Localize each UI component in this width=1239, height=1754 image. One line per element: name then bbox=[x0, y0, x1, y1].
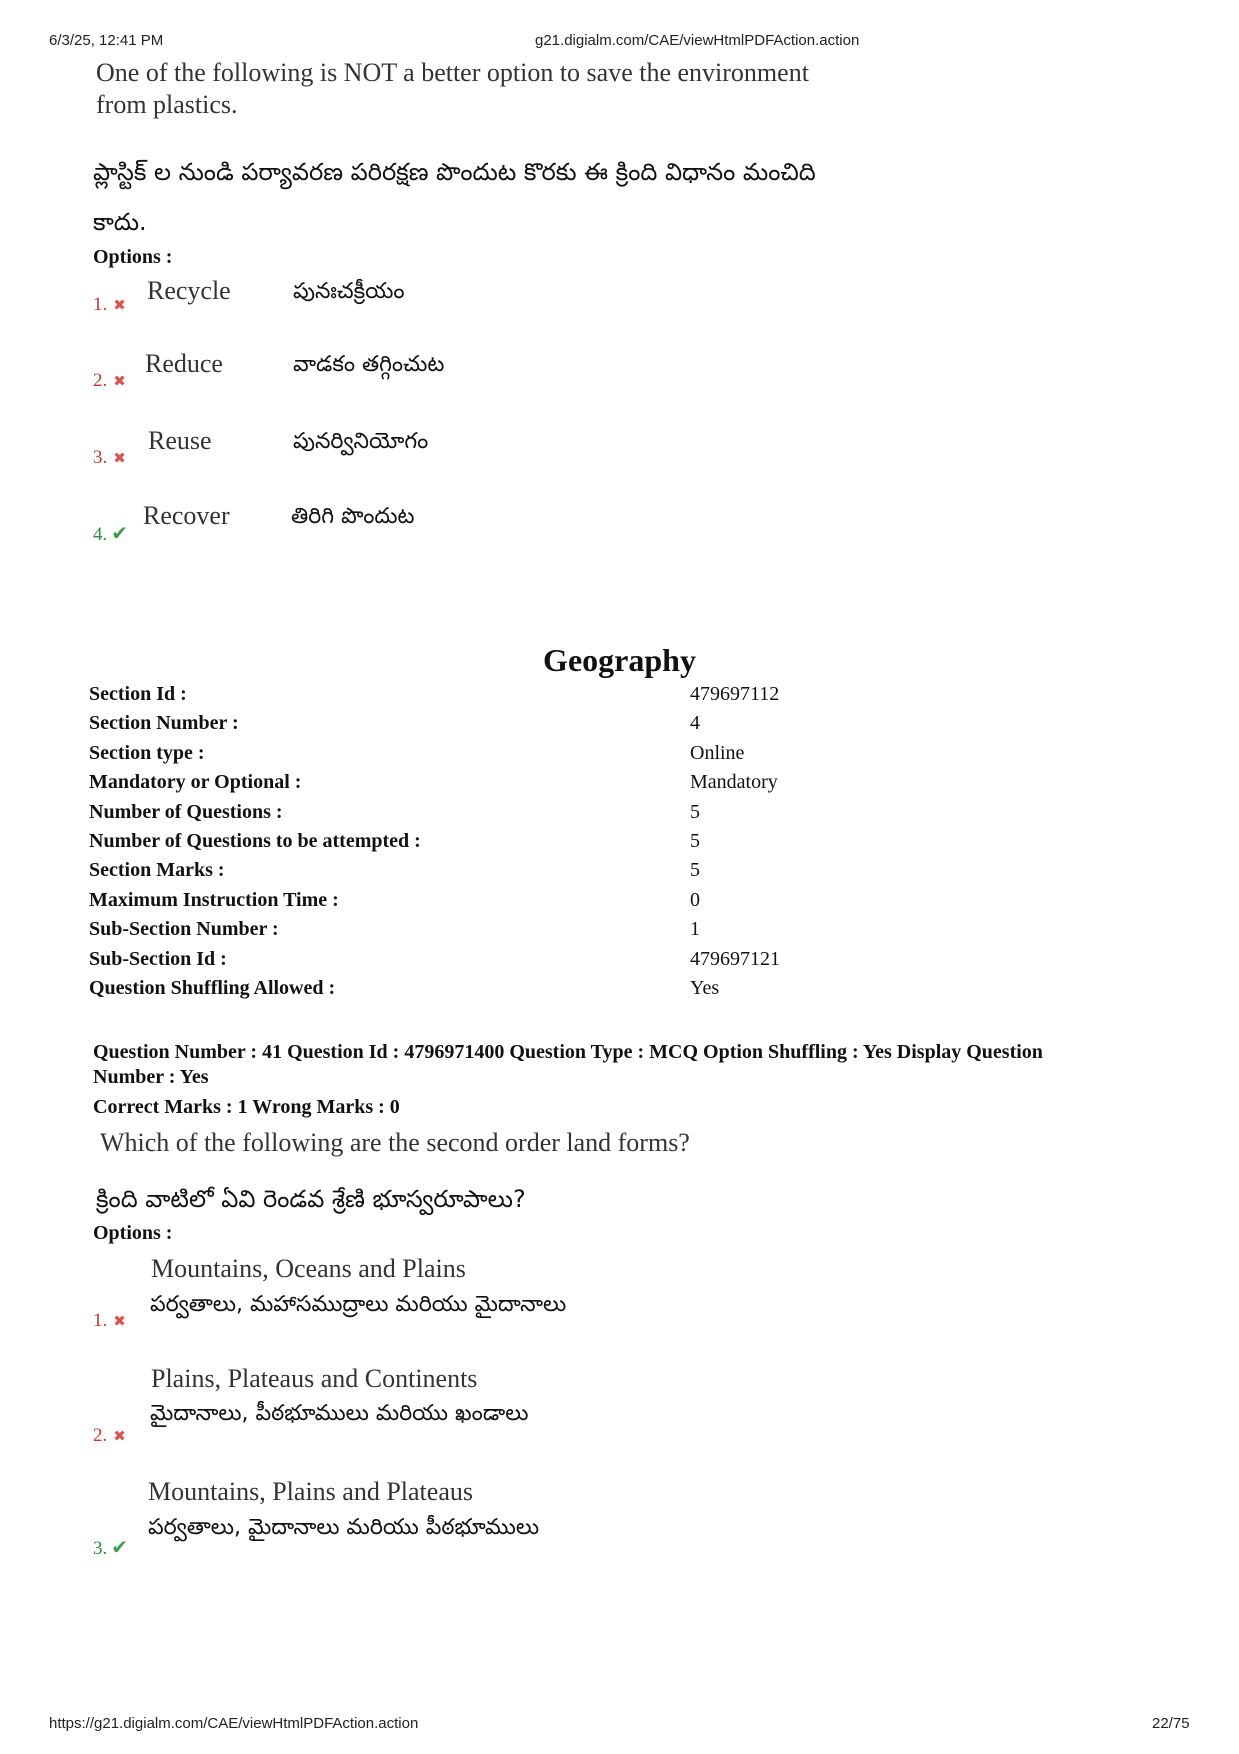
prev-option-4-number: 4. ✔ bbox=[93, 521, 129, 545]
option-3-te: పర్వతాలు, మైదానాలు మరియు పీఠభూములు bbox=[148, 1515, 540, 1540]
section-info-label: Sub-Section Id : bbox=[89, 947, 227, 970]
section-info-label: Maximum Instruction Time : bbox=[89, 888, 339, 911]
section-info-value: 1 bbox=[690, 918, 700, 941]
section-info-value: 5 bbox=[690, 859, 700, 882]
option-3-en: Mountains, Plains and Plateaus bbox=[148, 1477, 473, 1506]
prev-option-4-en: Recover bbox=[143, 501, 230, 530]
section-info-value: 5 bbox=[690, 830, 700, 852]
page-number: 22/75 bbox=[1152, 1715, 1190, 1732]
section-info-row bbox=[89, 712, 989, 741]
option-1-te: పర్వతాలు, మహాసముద్రాలు మరియు మైదానాలు bbox=[150, 1292, 567, 1317]
option-3-number: 3. ✔ bbox=[93, 1535, 129, 1559]
cross-icon: ✖ bbox=[113, 372, 126, 390]
option-1-en: Mountains, Oceans and Plains bbox=[151, 1254, 466, 1283]
option-2-te: మైదానాలు, పీఠభూములు మరియు ఖండాలు bbox=[150, 1401, 529, 1426]
section-info-row bbox=[89, 889, 989, 918]
section-info-value: 4 bbox=[690, 712, 700, 735]
section-info-value: Mandatory bbox=[690, 771, 778, 794]
section-info-row bbox=[89, 977, 989, 1006]
question-meta-line-1: Question Number : 41 Question Id : 4796971400 Question Type : MCQ Option Shuffling : Yes Display Question bbox=[93, 1041, 1043, 1063]
section-title: Geography bbox=[543, 642, 696, 678]
print-url: g21.digialm.com/CAE/viewHtmlPDFAction.action bbox=[535, 32, 860, 49]
print-datetime: 6/3/25, 12:41 PM bbox=[49, 32, 164, 49]
question-meta bbox=[93, 1040, 1153, 1090]
prev-option-1-en: Recycle bbox=[147, 276, 231, 305]
option-1-number: 1. ✖ bbox=[93, 1310, 126, 1331]
cross-icon: ✖ bbox=[113, 449, 126, 467]
question-text-en: Which of the following are the second order land forms? bbox=[100, 1128, 690, 1157]
section-info-value: Yes bbox=[690, 977, 720, 999]
prev-option-4-te: తిరిగి పొందుట bbox=[291, 504, 415, 529]
section-info-label: Section Number : bbox=[89, 712, 239, 735]
section-info-label: Question Shuffling Allowed : bbox=[89, 977, 336, 999]
prev-question-text-te-1: ప్లాస్టిక్ ల నుండి పర్యావరణ పరిరక్షణ పొందుట కొరకు ఈ క్రింది విధానం మంచిది bbox=[93, 158, 816, 186]
section-info-value: 479697112 bbox=[690, 683, 780, 705]
section-info-label: Number of Questions to be attempted : bbox=[89, 830, 421, 852]
prev-options-label: Options : bbox=[93, 246, 173, 268]
question-text-te: క్రింది వాటిలో ఏవి రెండవ శ్రేణి భూస్వరూపాలు? bbox=[96, 1185, 526, 1213]
section-info-value: 479697121 bbox=[690, 947, 780, 970]
prev-option-2-en: Reduce bbox=[145, 349, 223, 378]
section-info-row bbox=[89, 830, 989, 859]
check-icon: ✔ bbox=[111, 521, 129, 545]
prev-option-3-en: Reuse bbox=[148, 426, 212, 455]
prev-question-text-en-2: from plastics. bbox=[96, 90, 238, 119]
section-info-label: Sub-Section Number : bbox=[89, 918, 279, 941]
section-info-row bbox=[89, 948, 989, 977]
section-info-row bbox=[89, 918, 989, 947]
section-info-row bbox=[89, 742, 989, 771]
section-info-label: Mandatory or Optional : bbox=[89, 771, 302, 794]
section-info-row bbox=[89, 859, 989, 888]
section-info-label: Section Marks : bbox=[89, 859, 225, 882]
prev-option-2-number: 2. ✖ bbox=[93, 370, 126, 391]
options-label: Options : bbox=[93, 1222, 173, 1244]
prev-option-3-number: 3. ✖ bbox=[93, 447, 126, 468]
section-info-value: 5 bbox=[690, 800, 700, 823]
check-icon: ✔ bbox=[111, 1535, 129, 1559]
cross-icon: ✖ bbox=[113, 1312, 126, 1330]
prev-option-2-te: వాడకం తగ్గించుట bbox=[293, 352, 445, 377]
prev-question-text-te-2: కాదు. bbox=[93, 208, 147, 236]
section-info-value: Online bbox=[690, 741, 745, 764]
prev-option-1-te: పునఃచక్రీయం bbox=[293, 279, 405, 304]
section-info-label: Section type : bbox=[89, 741, 205, 764]
prev-question-text-en-1: One of the following is NOT a better option to save the environment bbox=[96, 58, 809, 87]
option-2-en: Plains, Plateaus and Continents bbox=[151, 1364, 478, 1393]
cross-icon: ✖ bbox=[113, 1427, 126, 1445]
section-info-row bbox=[89, 683, 989, 712]
section-info-value: 0 bbox=[690, 888, 700, 911]
section-info-label: Number of Questions : bbox=[89, 800, 283, 823]
footer-url: https://g21.digialm.com/CAE/viewHtmlPDFAction.action bbox=[49, 1715, 419, 1732]
section-info-row bbox=[89, 771, 989, 800]
prev-option-3-te: పునర్వినియోగం bbox=[293, 429, 429, 454]
prev-option-1-number: 1. ✖ bbox=[93, 294, 126, 315]
question-marks: Correct Marks : 1 Wrong Marks : 0 bbox=[93, 1096, 400, 1118]
section-info-row bbox=[89, 801, 989, 830]
question-meta-line-2: Number : Yes bbox=[93, 1066, 209, 1088]
option-2-number: 2. ✖ bbox=[93, 1425, 126, 1446]
cross-icon: ✖ bbox=[113, 296, 126, 314]
section-info-label: Section Id : bbox=[89, 683, 187, 705]
